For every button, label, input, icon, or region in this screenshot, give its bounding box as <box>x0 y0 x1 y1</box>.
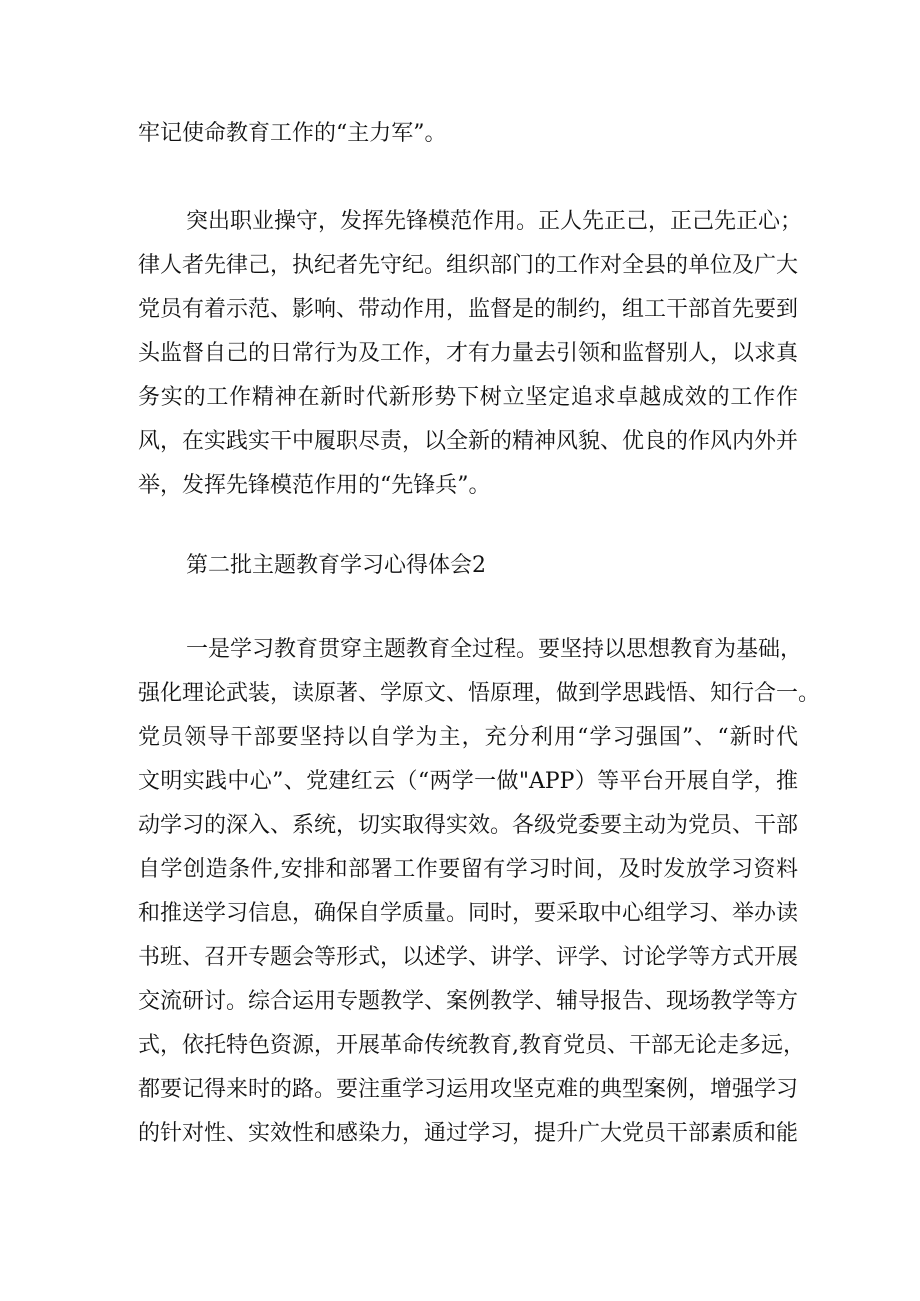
paragraph-continuation <box>138 112 798 156</box>
section-title: 第二批主题教育学习心得体会2 <box>186 553 486 578</box>
paragraph-line: 头监督自己的日常行为及工作，才有力量去引领和监督别人，以求真 <box>138 341 799 366</box>
paragraph-line: 交流研讨。综合运用专题教学、案例教学、辅导报告、现场教学等方 <box>138 989 799 1014</box>
paragraph-line: 式，依托特色资源，开展革命传统教育,教育党员、干部无论走多远， <box>138 1033 805 1058</box>
paragraph-line: 党员领导干部要坚持以自学为主，充分利用“学习强国”、“新时代 <box>138 725 798 750</box>
paragraph-line: 都要记得来时的路。要注重学习运用攻坚克难的典型案例，增强学习 <box>138 1077 799 1102</box>
paragraph-line: 一是学习教育贯穿主题教育全过程。要坚持以思想教育为基础， <box>186 637 803 662</box>
paragraph-professional-ethics <box>138 200 803 508</box>
paragraph-line: 务实的工作精神在新时代新形势下树立坚定追求卓越成效的工作作 <box>138 385 798 410</box>
paragraph-line: 自学创造条件,安排和部署工作要留有学习时间，及时发放学习资料 <box>138 857 798 882</box>
paragraph-line: 律人者先律己，执纪者先守纪。组织部门的工作对全县的单位及广大 <box>138 253 799 278</box>
paragraph-line: 动学习的深入、系统，切实取得实效。各级党委要主动为党员、干部 <box>138 813 799 838</box>
paragraph-line: 强化理论武装，读原著、学原文、悟原理，做到学思践悟、知行合一。 <box>138 681 821 706</box>
paragraph-line: 牢记使命教育工作的“主力军”。 <box>138 121 447 146</box>
paragraph-line: 突出职业操守，发挥先锋模范作用。正人先正己，正己先正心； <box>186 209 803 234</box>
paragraph-line: 书班、召开专题会等形式，以述学、讲学、评学、讨论学等方式开展 <box>138 945 799 970</box>
paragraph-line: 和推送学习信息，确保自学质量。同时，要采取中心组学习、举办读 <box>138 901 799 926</box>
paragraph-line: 文明实践中心”、党建红云（“两学一做"APP）等平台开展自学，推 <box>138 769 798 794</box>
paragraph-study-education <box>138 628 821 1156</box>
paragraph-line: 党员有着示范、影响、带动作用，监督是的制约，组工干部首先要到 <box>138 297 799 322</box>
paragraph-line: 风，在实践实干中履职尽责，以全新的精神风貌、优良的作风内外并 <box>138 429 799 454</box>
paragraph-line: 的针对性、实效性和感染力，通过学习，提升广大党员干部素质和能 <box>138 1121 799 1146</box>
paragraph-line: 举，发挥先锋模范作用的“先锋兵”。 <box>138 473 491 498</box>
